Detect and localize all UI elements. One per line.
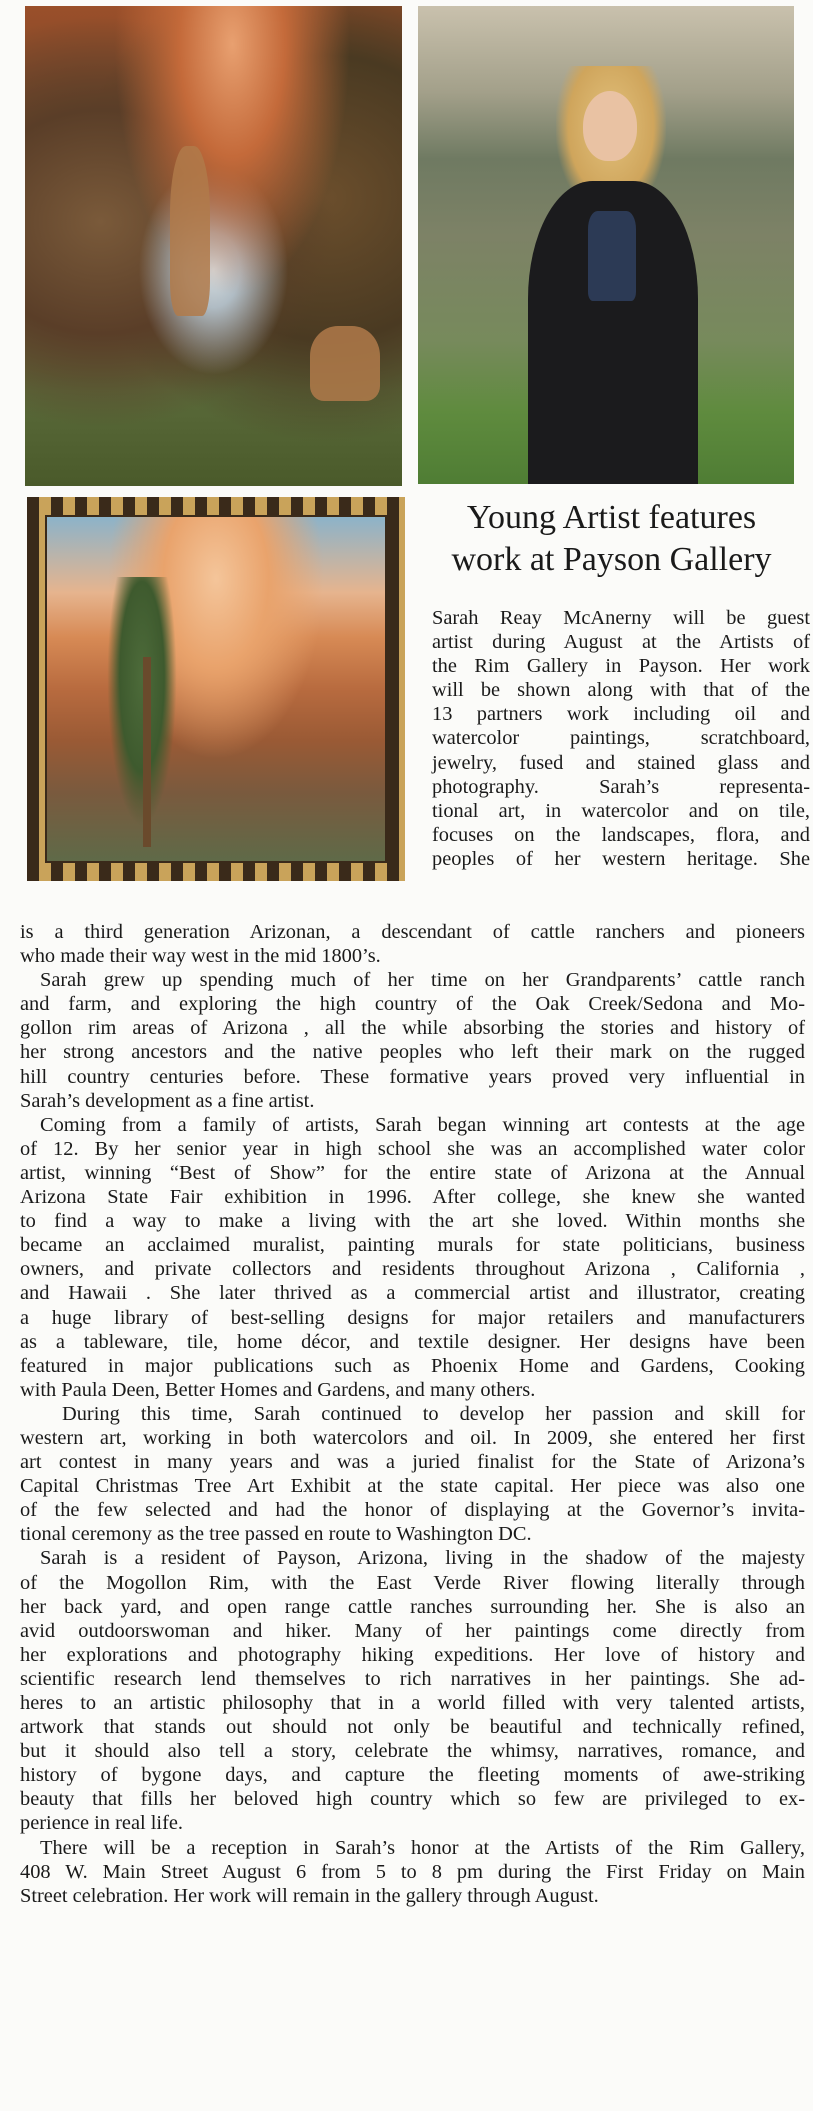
headline-line-1: Young Artist features [466, 499, 757, 536]
article-line: became an acclaimed muralist, painting murals for state politicians, business [20, 1234, 805, 1257]
trunk-shape [143, 657, 151, 847]
article-line: a huge library of best-selling designs for major retailers and manufacturers [20, 1306, 805, 1329]
article-line: heres to an artistic philosophy that in a world filled with very talented artists, [20, 1692, 805, 1714]
article-headline [418, 497, 805, 581]
article-line: There will be a reception in Sarah’s honor at the Artists of the Rim Gallery, [40, 1836, 805, 1859]
article-line: and farm, and exploring the high country of the Oak Creek/Sedona and Mo- [20, 993, 805, 1016]
article-line: scientific research lend themselves to rich narratives in her paintings. She ad- [20, 1667, 805, 1690]
article-line: gollon rim areas of Arizona , all the while absorbing the stories and history of [20, 1017, 805, 1040]
article-line: and Hawaii . She later thrived as a commercial artist and illustrator, creating [20, 1282, 805, 1305]
canyon-painting-inner [45, 515, 387, 863]
article-line: is a third generation Arizonan, a descendant of cattle ranchers and pioneers [20, 921, 805, 943]
seated-figure-shape [310, 326, 380, 401]
article-line: Arizona State Fair exhibition in 1996. After college, she knew she wanted [20, 1186, 805, 1209]
article-line: her back yard, and open range cattle ranches surrounding her. She is also an [20, 1595, 805, 1618]
artist-portrait-photo [418, 6, 794, 484]
top-shape [588, 211, 636, 301]
article-line: Sarah’s development as a fine artist. [20, 1089, 315, 1112]
article-line: tional ceremony as the tree passed en route to Washington DC. [20, 1523, 532, 1546]
article-line: Street celebration. Her work will remain in the gallery through August. [20, 1884, 599, 1907]
tree-shape [107, 577, 177, 827]
article-line: of the few selected and had the honor of displaying at the Governor’s invita- [20, 1499, 805, 1522]
article-line: Coming from a family of artists, Sarah began winning art contests at the age [40, 1113, 805, 1136]
article-full-width-text [20, 920, 805, 1908]
article-line: but it should also tell a story, celebrate the whimsy, narratives, romance, and [20, 1740, 805, 1763]
article-line: focuses on the landscapes, flora, and [432, 823, 810, 846]
article-line: to find a way to make a living with the art she loved. Within months she [20, 1210, 805, 1233]
article-line: tional art, in watercolor and on tile, [432, 799, 810, 822]
article-line: Capital Christmas Tree Art Exhibit at the state capital. Her piece was also one [20, 1475, 805, 1498]
headline-line-2: work at Payson Gallery [451, 541, 772, 578]
painting-canyon-tile-image [27, 497, 405, 881]
face-shape [583, 91, 637, 161]
article-line: 408 W. Main Street August 6 from 5 to 8 pm during the First Friday on Main [20, 1860, 805, 1883]
article-line: as a tableware, tile, home décor, and textile designer. Her designs have been [20, 1330, 805, 1353]
article-line: her strong ancestors and the native peoples who left their mark on the rugged [20, 1041, 805, 1064]
article-line: photography. Sarah’s representa- [432, 775, 810, 798]
article-line: owners, and private collectors and residents throughout Arizona , California , [20, 1258, 805, 1281]
article-line: watercolor paintings, scratchboard, [432, 727, 810, 750]
article-line: Sarah grew up spending much of her time on her Grandparents’ cattle ranch [40, 969, 805, 992]
article-line: perience in real life. [20, 1812, 184, 1835]
article-line: artwork that stands out should not only be beautiful and technically refined, [20, 1716, 805, 1739]
article-line: featured in major publications such as Phoenix Home and Gardens, Cooking [20, 1354, 805, 1377]
article-line: of the Mogollon Rim, with the East Verde River flowing literally through [20, 1571, 805, 1594]
painting-native-figures-image [25, 6, 402, 486]
article-line: artist during August at the Artists of [432, 631, 810, 654]
article-line: jewelry, fused and stained glass and [432, 751, 810, 774]
article-line: beauty that fills her beloved high country which so few are privileged to ex- [20, 1788, 805, 1811]
article-line: During this time, Sarah continued to develop her passion and skill for [62, 1402, 805, 1425]
article-line: art contest in many years and was a juried finalist for the State of Arizona’s [20, 1451, 805, 1474]
article-line: will be shown along with that of the [432, 679, 810, 702]
article-line: her explorations and photography hiking expeditions. Her love of history and [20, 1643, 805, 1666]
article-line: western art, working in both watercolors and oil. In 2009, she entered her first [20, 1426, 805, 1449]
article-line: Sarah Reay McAnerny will be guest [432, 607, 810, 629]
article-line: 13 partners work including oil and [432, 703, 810, 726]
standing-figure-shape [170, 146, 210, 316]
article-line: hill country centuries before. These formative years proved very influential in [20, 1065, 805, 1088]
article-line: artist, winning “Best of Show” for the entire state of Arizona at the Annual [20, 1161, 805, 1184]
article-line: of 12. By her senior year in high school she was an accomplished water color [20, 1137, 805, 1160]
article-line: avid outdoorswoman and hiker. Many of her paintings come directly from [20, 1619, 805, 1642]
article-line: history of bygone days, and capture the fleeting moments of awe-striking [20, 1764, 805, 1787]
article-line: with Paula Deen, Better Homes and Gardens, and many others. [20, 1378, 536, 1401]
article-right-column [432, 606, 810, 871]
article-line: who made their way west in the mid 1800’s. [20, 945, 381, 968]
article-line: Sarah is a resident of Payson, Arizona, living in the shadow of the majesty [40, 1547, 805, 1570]
article-line: peoples of her western heritage. She [432, 847, 810, 870]
article-line: the Rim Gallery in Payson. Her work [432, 655, 810, 678]
